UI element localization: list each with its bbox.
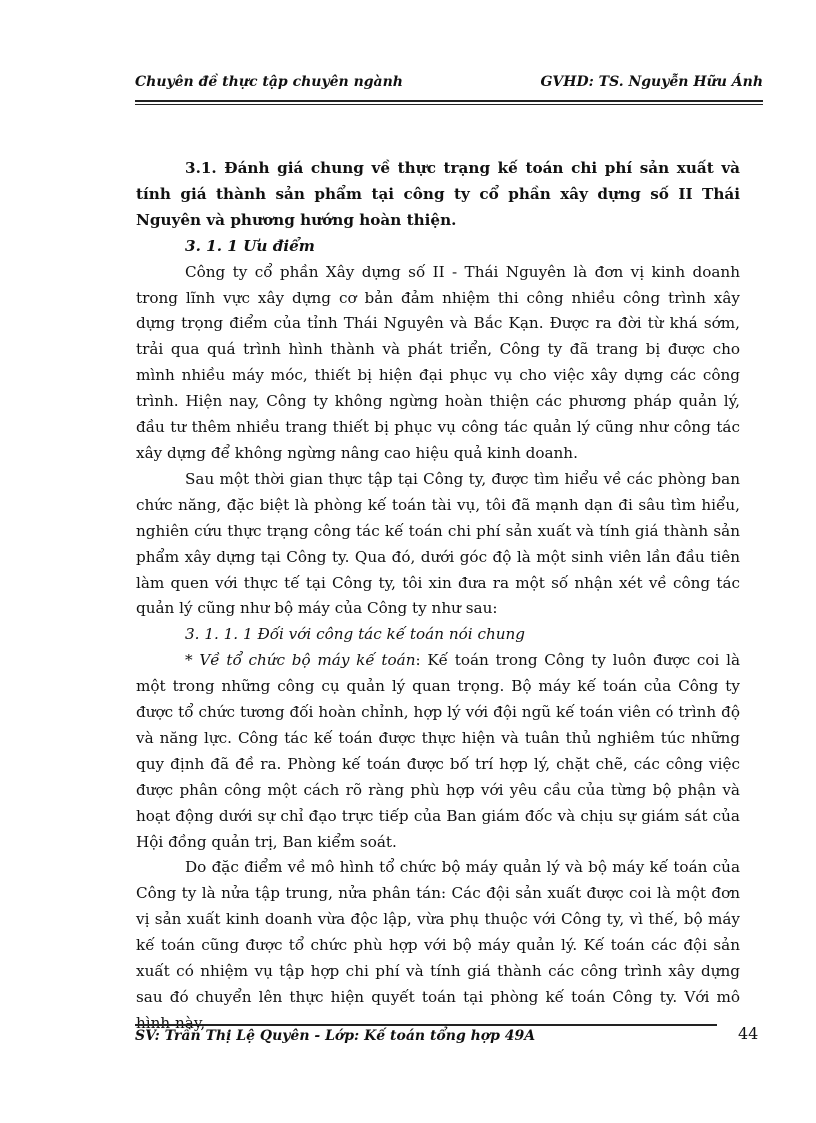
paragraph-company-intro: Công ty cổ phần Xây dựng số II - Thái Nguyên là đơn vị kinh doanh trong lĩnh vực xây dựng cơ bản đảm nhiệm thi công nhiều công trình xây dựng trọng điểm của tỉnh Thái Nguyên và Bắc Kạn. Được ra đời từ khá sớm, trải qua quá trình hình thành và phát triển, Công ty đã trang bị được cho mình nhiều máy móc, thiết bị hiện đại phục vụ cho việc xây dựng các công trình. Hiện nay, Công ty không ngừng hoàn thiện các phương pháp quản lý, đầu tư thêm nhiều trang thiết bị phục vụ công tác quản lý cũng như công tác xây dựng để không ngừng nâng cao hiệu quả kinh doanh.: [136, 262, 740, 462]
paragraph-internship: Sau một thời gian thực tập tại Công ty, được tìm hiểu về các phòng ban chức năng, đặc biệt là phòng kế toán tài vụ, tôi đã mạnh dạn đi sâu tìm hiểu, nghiên cứu thực trạng công tác kế toán chi phí sản xuất và tính giá thành sản phẩm xây dựng tại Công ty. Qua đó, dưới góc độ là một sinh viên lần đầu tiên làm quen với thực tế tại Công ty, tôi xin đưa ra một số nhận xét về công tác quản lý cũng như bộ máy của Công ty như sau:: [136, 469, 740, 618]
paragraph-organization-model: Do đặc điểm về mô hình tổ chức bộ máy quản lý và bộ máy kế toán của Công ty là nửa tập trung, nửa phân tán: Các đội sản xuất được coi là một đơn vị sản xuất kinh doanh vừa độc lập, vừa phụ thuộc với Công ty, vì thế, bộ máy kế toán cũng được tổ chức phù hợp với bộ máy quản lý. Kế toán các đội sản xuất có nhiệm vụ tập hợp chi phí và tính giá thành các công trình xây dựng sau đó chuyển lên thực hiện quyết toán tại phòng kế toán Công ty. Với mô hình này,: [136, 858, 740, 1032]
header-divider: [135, 100, 763, 105]
subsection-heading-accounting-general: 3. 1. 1. 1 Đối với công tác kế toán nói chung: [185, 625, 526, 644]
document-body: [136, 156, 740, 1037]
header-course-title: Chuyên đề thực tập chuyên ngành: [135, 74, 403, 90]
page-header: [135, 74, 763, 98]
footer-divider: [135, 1024, 717, 1026]
header-supervisor: GVHD: TS. Nguyễn Hữu Ánh: [540, 74, 763, 90]
section-heading: 3.1. Đánh giá chung về thực trạng kế toán chi phí sản xuất và tính giá thành sản phẩm tại công ty cổ phần xây dựng số II Thái Nguyên và phương hướng hoàn thiện.: [136, 159, 740, 229]
page-number: 44: [738, 1024, 759, 1043]
paragraph-lead-label: * Về tổ chức bộ máy kế toán: [185, 651, 416, 670]
paragraph-accounting-org-text: : Kế toán trong Công ty luôn được coi là một trong những công cụ quản lý quan trọng. Bộ máy kế toán của Công ty được tổ chức tương đối hoàn chỉnh, hợp lý với đội ngũ kế toán viên có trình độ và năng lực. Công tác kế toán được thực hiện và tuân thủ nghiêm túc những quy định đã đề ra. Phòng kế toán được bố trí hợp lý, chặt chẽ, các công việc được phân công một cách rõ ràng phù hợp với yêu cầu của từng bộ phận và hoạt động dưới sự chỉ đạo trực tiếp của Ban giám đốc và chịu sự giám sát của Hội đồng quản trị, Ban kiểm soát.: [136, 651, 740, 851]
footer-student-info: SV: Trần Thị Lệ Quyên - Lớp: Kế toán tổng hợp 49A: [135, 1028, 536, 1044]
subsection-heading-advantages: 3. 1. 1 Ưu điểm: [185, 236, 315, 255]
paragraph-accounting-org: [136, 648, 740, 855]
